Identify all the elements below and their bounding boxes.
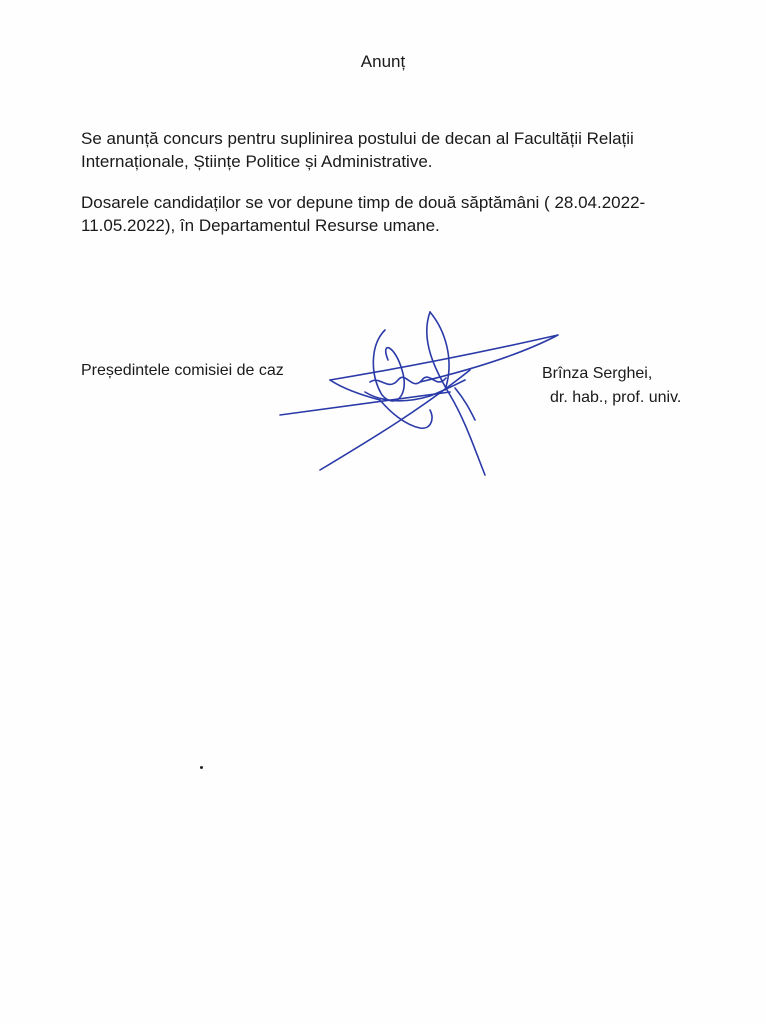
signer-name: Brînza Serghei, <box>542 365 653 382</box>
document-title: Anunț <box>360 52 406 71</box>
announcement-paragraph-1: Se anunță concurs pentru suplinirea postului de decan al Facultății Relații Internaționale, Științe Politice și Administrative. <box>81 129 634 171</box>
signer-role: Președintele comisiei de caz <box>81 362 284 379</box>
announcement-paragraph-2: Dosarele candidaților se vor depune timp de două săptămâni ( 28.04.2022-11.05.2022), în Departamentul Resurse umane. <box>81 193 646 235</box>
signer-name-block <box>542 362 681 410</box>
scan-speck <box>200 766 203 769</box>
handwritten-signature <box>270 300 570 485</box>
signer-credentials: dr. hab., prof. univ. <box>550 389 682 406</box>
